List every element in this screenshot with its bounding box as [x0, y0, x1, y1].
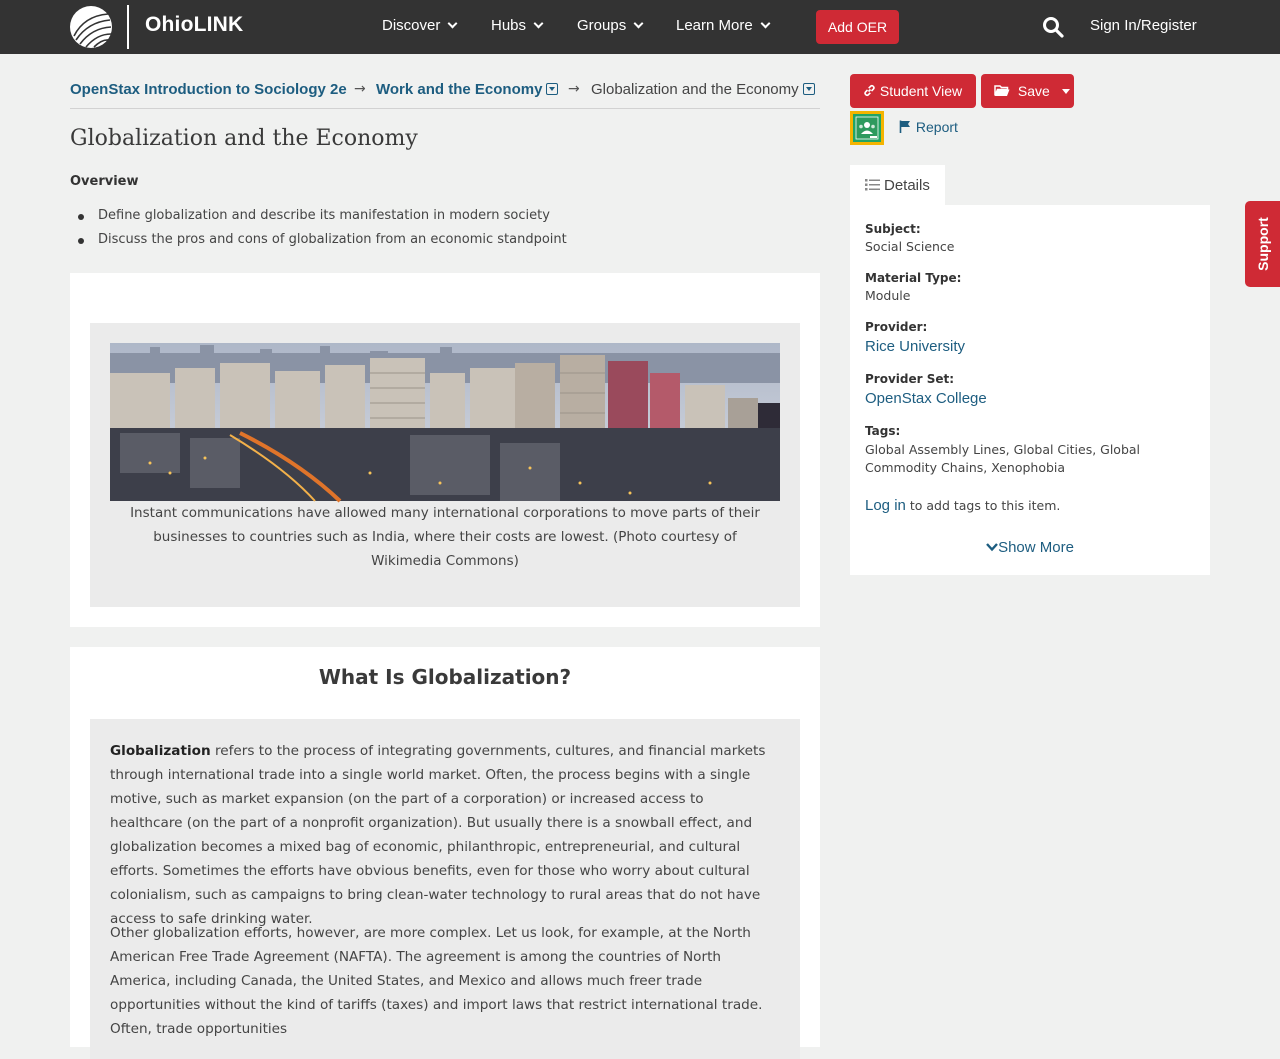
- save-dropdown-button[interactable]: [981, 74, 1074, 108]
- tab-details[interactable]: [850, 165, 945, 205]
- paragraph-nafta: Other globalization efforts, however, are more complex. Let us look, for example, at the North American Free Trade Agreement (NAFTA). The agreement is among the countries of North America, including Canada, the United States, and Mexico and allows much freer trade opportunities without the kind of tariffs (taxes) and import laws that restrict international trade. Often, trade opportunities: [110, 925, 763, 1037]
- subject-label: Subject:: [865, 222, 921, 236]
- breadcrumb-separator: →: [354, 81, 366, 97]
- student-view-button[interactable]: [850, 74, 976, 108]
- report-link[interactable]: [899, 119, 958, 135]
- paragraph-globalization-definition: [110, 739, 780, 931]
- login-to-tag-line: [865, 497, 1060, 514]
- caret-down-square-icon[interactable]: [546, 83, 558, 95]
- nav-groups[interactable]: [577, 17, 642, 34]
- content-card-section: [70, 647, 820, 1047]
- nav-learn-more-label: Learn More: [676, 17, 753, 34]
- nav-hubs[interactable]: [491, 17, 542, 34]
- show-more-button[interactable]: [850, 539, 1210, 556]
- top-navbar: [0, 0, 1280, 54]
- nav-discover[interactable]: [382, 17, 456, 34]
- folder-open-icon: [994, 84, 1010, 97]
- caret-down-square-icon[interactable]: [803, 83, 815, 95]
- save-label: Save: [1017, 83, 1050, 99]
- chevron-down-icon: [448, 19, 458, 29]
- subject-value: Social Science: [865, 239, 955, 254]
- link-icon: [863, 84, 876, 97]
- login-line-text: to add tags to this item.: [905, 498, 1061, 513]
- tab-details-label: Details: [884, 177, 930, 194]
- material-type-label: Material Type:: [865, 271, 962, 285]
- nav-hubs-label: Hubs: [491, 17, 527, 34]
- list-icon: [865, 179, 880, 191]
- tags-value: Global Assembly Lines, Global Cities, Global Commodity Chains, Xenophobia: [865, 442, 1141, 475]
- material-type-value: Module: [865, 288, 911, 303]
- details-panel: [850, 205, 1210, 575]
- brand-name[interactable]: OhioLINK: [145, 13, 244, 36]
- content-card-figure: [70, 273, 820, 627]
- chevron-down-icon: [760, 19, 770, 29]
- breadcrumb-item-current: [591, 81, 815, 98]
- show-more-label: Show More: [998, 539, 1074, 556]
- overview-heading: Overview: [70, 174, 139, 189]
- support-tab[interactable]: [1245, 201, 1280, 287]
- report-label: Report: [915, 119, 958, 135]
- search-icon[interactable]: [1042, 16, 1064, 38]
- breadcrumb-chapter-label: Work and the Economy: [376, 81, 543, 98]
- breadcrumb-item-chapter[interactable]: [376, 81, 558, 98]
- chevron-down-icon: [634, 19, 644, 29]
- add-oer-button[interactable]: Add OER: [816, 10, 899, 44]
- figure-caption: Instant communications have allowed many international corporations to move parts of their businesses to countries such as India, where their costs are lowest. (Photo courtesy of Wikimedia Commons): [130, 505, 760, 569]
- nav-discover-label: Discover: [382, 17, 441, 34]
- support-label: Support: [1254, 217, 1271, 271]
- tags-label: Tags:: [865, 424, 901, 438]
- nav-groups-label: Groups: [577, 17, 627, 34]
- chevron-down-icon: [986, 542, 998, 552]
- objectives-list: [98, 208, 567, 256]
- provider-link[interactable]: Rice University: [865, 338, 966, 355]
- provider-set-link[interactable]: OpenStax College: [865, 390, 987, 407]
- google-classroom-icon[interactable]: [850, 111, 884, 145]
- sign-in-register-link[interactable]: Sign In/Register: [1090, 17, 1197, 34]
- logo-divider: [127, 5, 129, 49]
- chevron-down-icon: [534, 19, 544, 29]
- provider-set-label: Provider Set:: [865, 372, 955, 386]
- nav-learn-more[interactable]: [676, 17, 769, 34]
- figure-container: [90, 323, 800, 607]
- section-heading: What Is Globalization?: [318, 665, 572, 689]
- breadcrumb-item-book[interactable]: OpenStax Introduction to Sociology 2e: [70, 81, 347, 98]
- breadcrumb-current-label: Globalization and the Economy: [591, 81, 799, 98]
- city-skyline-photo: [110, 343, 780, 501]
- paragraph-text: refers to the process of integrating governments, cultures, and financial markets through international trade into a single world market. Often, the process begins with a single motive, such as market expansion (on the part of a corporation) or increased access to healthcare (on the part of a nonprofit organization). But usually there is a snowball effect, and globalization becomes a mixed bag of economic, philanthropic, entrepreneurial, and cultural efforts. Sometimes the efforts have obvious benefits, even for those who worry about cultural colonialism, such as campaigns to bring clean-water technology to rural areas that do not have access to safe drinking water.: [110, 743, 766, 927]
- flag-icon: [899, 120, 912, 133]
- page-title: Globalization and the Economy: [70, 126, 418, 151]
- login-link[interactable]: Log in: [865, 497, 906, 514]
- student-view-label: Student View: [879, 83, 963, 99]
- section-body: [90, 719, 800, 1059]
- list-item: Discuss the pros and cons of globalization from an economic standpoint: [98, 232, 567, 256]
- breadcrumb-separator: →: [568, 81, 580, 97]
- provider-label: Provider:: [865, 320, 928, 334]
- key-term: Globalization: [110, 743, 211, 759]
- breadcrumb: [70, 80, 820, 109]
- caret-down-icon: [1062, 89, 1070, 94]
- list-item: Define globalization and describe its manifestation in modern society: [98, 208, 567, 232]
- ohiolink-logo-icon[interactable]: [70, 6, 112, 48]
